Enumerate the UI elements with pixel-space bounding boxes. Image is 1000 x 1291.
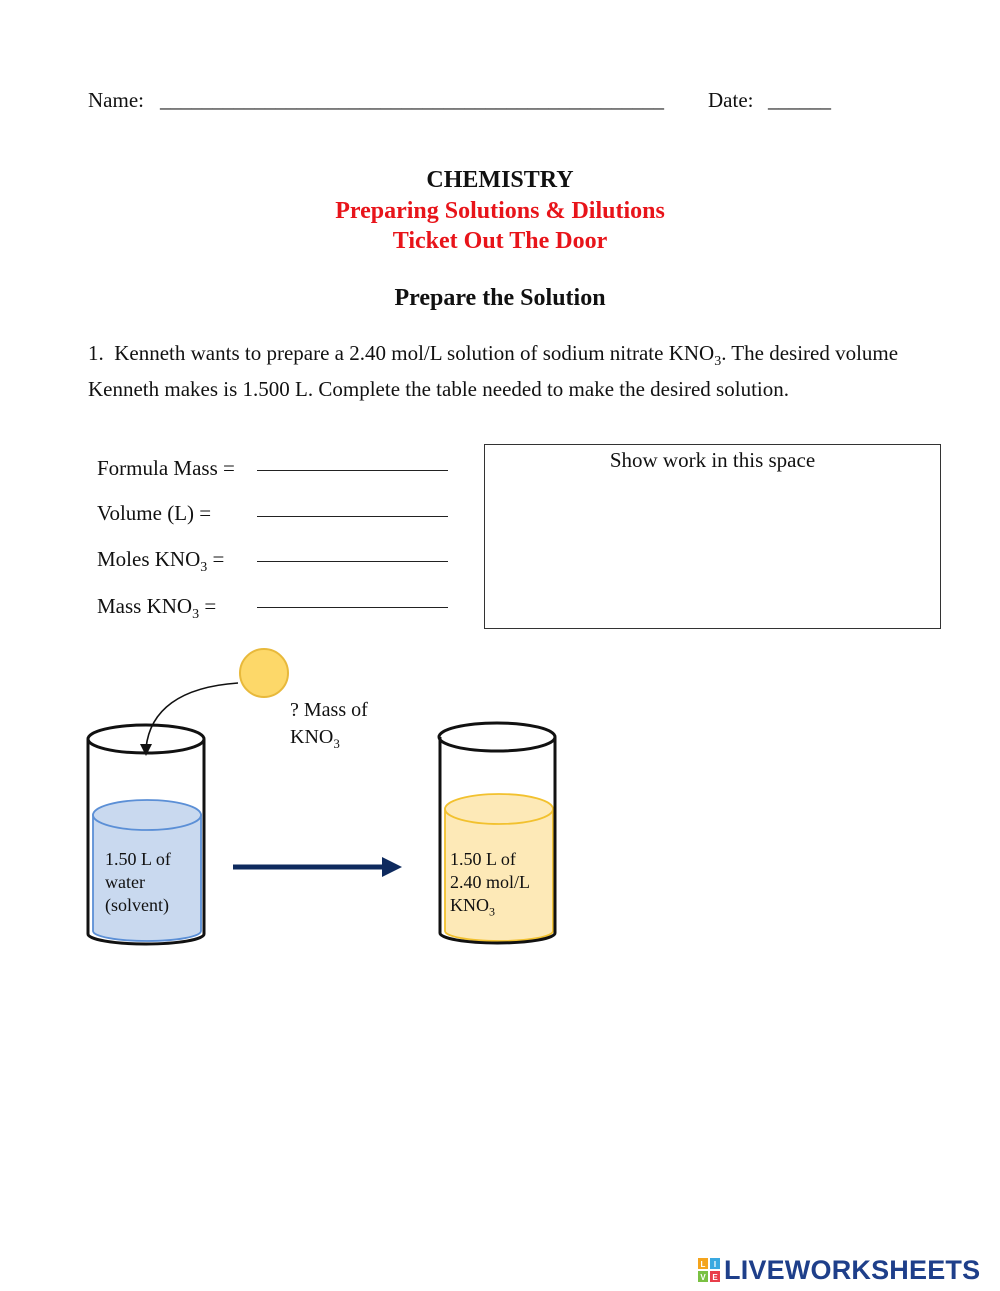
solute-subscript: 3 [333,736,340,751]
solution-label-line3 [450,894,530,924]
mass-subscript: 3 [192,607,200,623]
mass-equals: = [199,594,217,618]
mass-text: Mass KNO [97,594,193,618]
name-blank[interactable]: ________________________________________________ [160,88,664,112]
beaker-2-rim [439,723,555,751]
water-label [105,848,171,917]
logo-letter-i: I [709,1257,721,1270]
water-label-line1: 1.50 L of [105,849,171,869]
solution-label-line1: 1.50 L of [450,849,516,869]
question-subscript: 3 [714,354,722,370]
liveworksheets-logo-icon [697,1257,721,1283]
solution-subscript: 3 [489,904,495,919]
solution-label [450,848,530,924]
solute-formula: KNO [290,726,334,748]
water-label-line3: (solvent) [105,895,169,915]
question-text-end: . The desired volume Kenneth makes is 1.500 L. Complete the table needed to make the desired solution. [88,341,899,401]
logo-letter-e: E [709,1270,721,1283]
solution-formula: KNO [450,895,489,915]
date-label: Date: [708,88,754,112]
transfer-arrow-icon [382,857,402,877]
solute-label-line2 [290,724,368,757]
work-space-caption: Show work in this space [609,448,816,472]
solution-label-line2: 2.40 mol/L [450,872,530,892]
solution-surface [445,794,553,824]
section-title: Prepare the Solution [394,285,606,311]
date-blank[interactable]: ______ [768,88,831,112]
moles-equals: = [207,547,225,571]
water-surface [93,800,201,830]
moles-text: Moles KNO [97,547,201,571]
brand-name: LIVEWORKSHEETS [724,1254,981,1285]
name-label: Name: [88,88,144,112]
topic-title: Preparing Solutions & Dilutions [335,198,665,224]
moles-subscript: 3 [200,560,208,576]
logo-letter-l: L [697,1257,709,1270]
solute-circle [240,649,288,697]
logo-letter-v: V [697,1270,709,1283]
water-label-line2: water [105,872,145,892]
volume-text: Volume (L) = [97,501,212,525]
question-text-start: Kenneth wants to prepare a 2.40 mol/L solution of sodium nitrate KNO [114,341,715,365]
subject-title: CHEMISTRY [426,167,574,193]
solute-label [290,697,368,757]
liveworksheets-brand [697,1255,980,1285]
pour-curve [146,683,238,748]
solute-label-line1: ? Mass of [290,699,368,721]
activity-title: Ticket Out The Door [392,228,608,254]
question-number: 1. [88,341,104,365]
formula-mass-text: Formula Mass = [97,456,235,480]
